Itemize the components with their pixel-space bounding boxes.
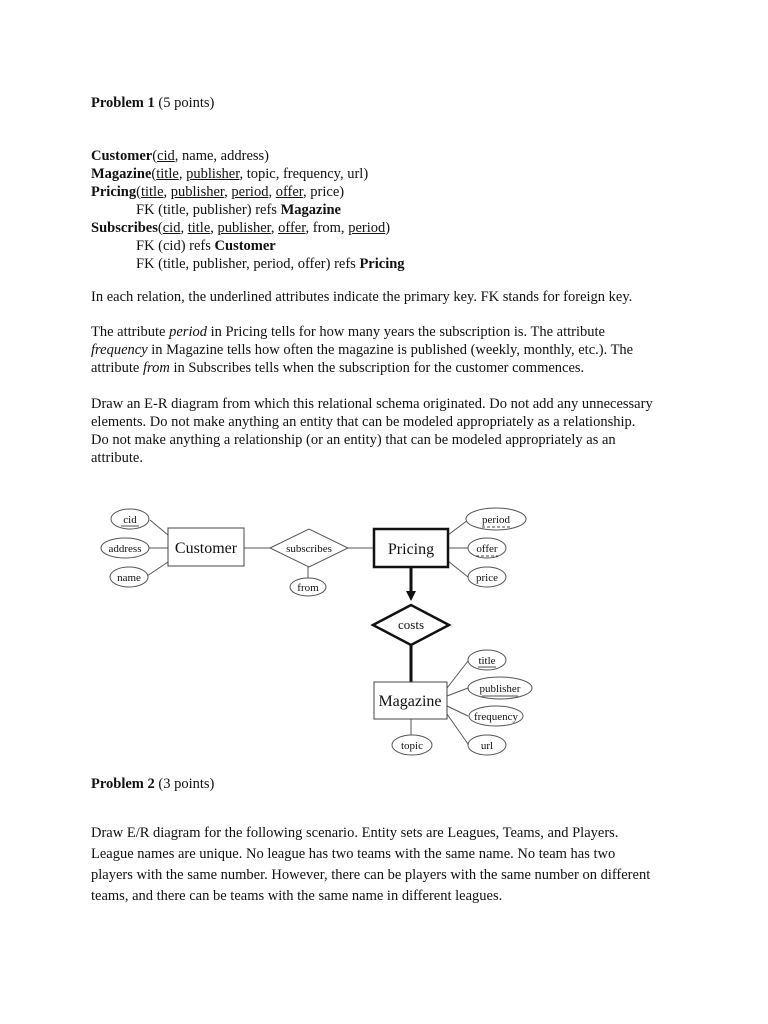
attr-cid — [111, 509, 149, 529]
schema-pricing: Pricing(title, publisher, period, offer, price) — [91, 184, 345, 200]
paragraph-primary-key — [91, 288, 691, 306]
attr-list: , from, — [305, 220, 349, 236]
key-attr: cid — [162, 220, 181, 236]
paragraph-line — [91, 341, 691, 359]
relationship-subscribes — [270, 529, 348, 567]
attr-label: url — [480, 740, 494, 752]
schema-customer — [91, 147, 691, 165]
paragraph-line: In each relation, the underlined attributes indicate the primary key. FK stands for foreign key. — [91, 289, 633, 305]
paragraph-instructions — [91, 395, 691, 467]
entity-label: Pricing — [387, 541, 435, 558]
entity-label: Customer — [174, 540, 238, 557]
fk-text: FK (title, publisher) refs — [136, 202, 281, 218]
text-run: The attribute — [91, 324, 170, 340]
attr-price — [468, 567, 506, 587]
relation-name: Pricing — [91, 184, 137, 200]
attr-label: cid — [123, 514, 137, 526]
attr-label: title — [478, 655, 496, 667]
paren: ( — [151, 166, 157, 182]
schema-subscribes-fk1 — [91, 237, 691, 255]
relationship-label: subscribes — [286, 543, 332, 555]
schema-subscribes: Subscribes(cid, title, publisher, offer, from, period) — [91, 220, 391, 236]
paren: ( — [136, 184, 141, 200]
text-run: in Magazine tells how often the magazine is published (weekly, monthly, etc.). The — [147, 342, 634, 358]
entity-label: Magazine — [378, 693, 442, 710]
fk-text: FK (cid) refs — [136, 238, 215, 254]
attr-label: name — [117, 572, 141, 584]
relation-name: Customer — [91, 148, 153, 164]
sep: , — [178, 166, 187, 182]
paragraph-line — [91, 359, 691, 377]
paragraph-line: players with the same number. However, there can be players with the same number on different — [91, 867, 651, 883]
attr-label: from — [297, 582, 319, 594]
attr-offer — [468, 538, 506, 558]
problem2-title: Problem 2 — [91, 776, 155, 792]
key-attr: title — [187, 220, 211, 236]
entity-pricing — [374, 529, 448, 567]
problem1-title: Problem 1 — [91, 95, 155, 111]
key-attr: publisher — [186, 166, 240, 182]
attr-label: frequency — [474, 711, 518, 723]
schema-pricing-fk — [91, 201, 691, 219]
problem2-points: (3 points) — [158, 776, 215, 792]
attr-title — [468, 650, 506, 670]
key-attr: offer — [278, 220, 306, 236]
fk-ref: Magazine — [280, 202, 341, 218]
attr-from — [290, 578, 326, 596]
attr-label: period — [481, 514, 511, 526]
attr-list: , price) — [303, 184, 345, 200]
entity-customer — [168, 528, 244, 566]
paragraph-line: Draw an E-R diagram from which this relational schema originated. Do not add any unnecessary — [91, 396, 653, 412]
entity-magazine — [374, 682, 447, 719]
relation-name: Magazine — [91, 166, 152, 182]
attr-label: price — [476, 572, 498, 584]
italic-term: frequency — [91, 342, 148, 358]
fk-ref: Pricing — [359, 256, 405, 272]
relational-schema — [91, 147, 691, 273]
text-run: attribute — [91, 360, 143, 376]
fk-text: FK (title, publisher, period, offer) refs — [136, 256, 360, 272]
paragraph-attributes — [91, 323, 691, 377]
attr-name — [110, 567, 148, 587]
key-attr: publisher — [170, 184, 225, 200]
problem1-heading — [91, 94, 691, 112]
relation-name: Subscribes — [91, 220, 158, 236]
attr-label: publisher — [479, 683, 521, 695]
attr-label: topic — [401, 740, 423, 752]
attr-label: offer — [476, 543, 498, 555]
problem2-heading — [91, 775, 691, 793]
attr-label: address — [108, 543, 142, 555]
attr-publisher — [468, 677, 532, 699]
key-attr: title — [140, 184, 164, 200]
schema-subscribes-fk2 — [91, 255, 691, 273]
attr-topic — [392, 735, 432, 755]
problem1-points: (5 points) — [158, 95, 215, 111]
relationship-label: costs — [398, 617, 424, 632]
attr-list: , topic, frequency, url) — [239, 166, 369, 182]
paren: ) — [385, 220, 391, 236]
paragraph-line: League names are unique. No league has two teams with the same name. No team has two — [91, 846, 616, 862]
italic-term: period — [169, 324, 207, 340]
paren: ( — [152, 148, 158, 164]
key-attr: title — [156, 166, 179, 182]
schema-magazine — [91, 165, 691, 183]
attr-frequency — [469, 706, 523, 726]
key-attr: period — [231, 184, 269, 200]
key-attr: period — [348, 220, 386, 236]
key-attr: publisher — [217, 220, 271, 236]
fk-ref: Customer — [214, 238, 276, 254]
paragraph-line: teams, and there can be teams with the same name in different leagues. — [91, 888, 503, 904]
key-attr: cid — [157, 148, 175, 164]
text-run: in Subscribes tells when the subscription for the customer commences. — [169, 360, 585, 376]
relationship-costs — [373, 605, 449, 645]
attr-url — [468, 735, 506, 755]
italic-term: from — [142, 360, 170, 376]
paragraph-line: Draw E/R diagram for the following scenario. Entity sets are Leagues, Teams, and Players. — [91, 825, 619, 841]
key-attr: offer — [275, 184, 304, 200]
text-run: in Pricing tells for how many years the subscription is. The attribute — [206, 324, 605, 340]
paragraph-line: attribute. — [91, 450, 143, 466]
attr-list: , name, address) — [174, 148, 269, 164]
paragraph-line: Do not make anything a relationship (or an entity) that can be modeled appropriately as an — [91, 432, 616, 448]
paren: ( — [157, 220, 163, 236]
paragraph-line — [91, 323, 691, 341]
paragraph-line: elements. Do not make anything an entity that can be modeled appropriately as a relationship. — [91, 414, 636, 430]
attr-period — [466, 508, 526, 530]
attr-address — [101, 538, 149, 558]
problem2-text — [91, 823, 711, 907]
er-diagram — [0, 490, 768, 770]
